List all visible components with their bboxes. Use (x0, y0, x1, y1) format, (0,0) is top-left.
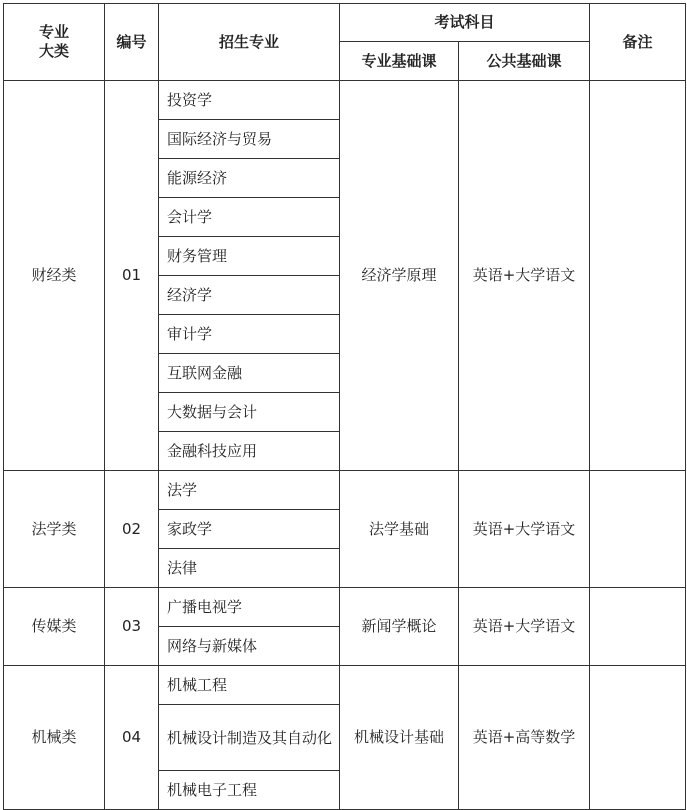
major-cell: 机械设计制造及其自动化 (159, 705, 340, 771)
major-cell: 机械工程 (159, 666, 340, 705)
major-cell: 财务管理 (159, 237, 340, 276)
basic-course-cell: 机械设计基础 (340, 666, 459, 810)
major-cell: 法学 (159, 471, 340, 510)
category-cell: 财经类 (4, 81, 105, 471)
major-cell: 广播电视学 (159, 588, 340, 627)
major-cell: 大数据与会计 (159, 393, 340, 432)
major-cell: 法律 (159, 549, 340, 588)
major-cell: 投资学 (159, 81, 340, 120)
basic-course-cell: 法学基础 (340, 471, 459, 588)
header-exam-public: 公共基础课 (459, 42, 590, 81)
major-cell: 经济学 (159, 276, 340, 315)
code-cell: 01 (105, 81, 159, 471)
category-cell: 机械类 (4, 666, 105, 810)
major-cell: 网络与新媒体 (159, 627, 340, 666)
public-course-cell: 英语+大学语文 (459, 588, 590, 666)
major-cell: 能源经济 (159, 159, 340, 198)
table-row (4, 81, 686, 120)
header-exam-basic: 专业基础课 (340, 42, 459, 81)
code-cell: 02 (105, 471, 159, 588)
remarks-cell (590, 81, 686, 471)
header-code: 编号 (105, 4, 159, 81)
remarks-cell (590, 588, 686, 666)
header-remarks: 备注 (590, 4, 686, 81)
exam-subjects-table (3, 3, 686, 810)
basic-course-cell: 新闻学概论 (340, 588, 459, 666)
major-cell: 审计学 (159, 315, 340, 354)
category-cell: 法学类 (4, 471, 105, 588)
header-category-line-2: 大类 (38, 42, 69, 60)
header-major: 招生专业 (159, 4, 340, 81)
public-course-cell: 英语+大学语文 (459, 471, 590, 588)
major-cell: 国际经济与贸易 (159, 120, 340, 159)
code-cell: 04 (105, 666, 159, 810)
code-cell: 03 (105, 588, 159, 666)
public-course-cell: 英语+大学语文 (459, 81, 590, 471)
major-cell: 会计学 (159, 198, 340, 237)
table-row (4, 666, 686, 705)
header-category (4, 4, 105, 81)
remarks-cell (590, 666, 686, 810)
major-cell: 机械电子工程 (159, 771, 340, 810)
major-cell: 金融科技应用 (159, 432, 340, 471)
remarks-cell (590, 471, 686, 588)
table-row (4, 471, 686, 510)
header-exam: 考试科目 (340, 4, 590, 42)
header-category-line-1: 专业 (38, 23, 69, 42)
basic-course-cell: 经济学原理 (340, 81, 459, 471)
header-row-top (4, 4, 686, 42)
major-cell: 家政学 (159, 510, 340, 549)
category-cell: 传媒类 (4, 588, 105, 666)
table-row (4, 588, 686, 627)
public-course-cell: 英语+高等数学 (459, 666, 590, 810)
major-cell: 互联网金融 (159, 354, 340, 393)
